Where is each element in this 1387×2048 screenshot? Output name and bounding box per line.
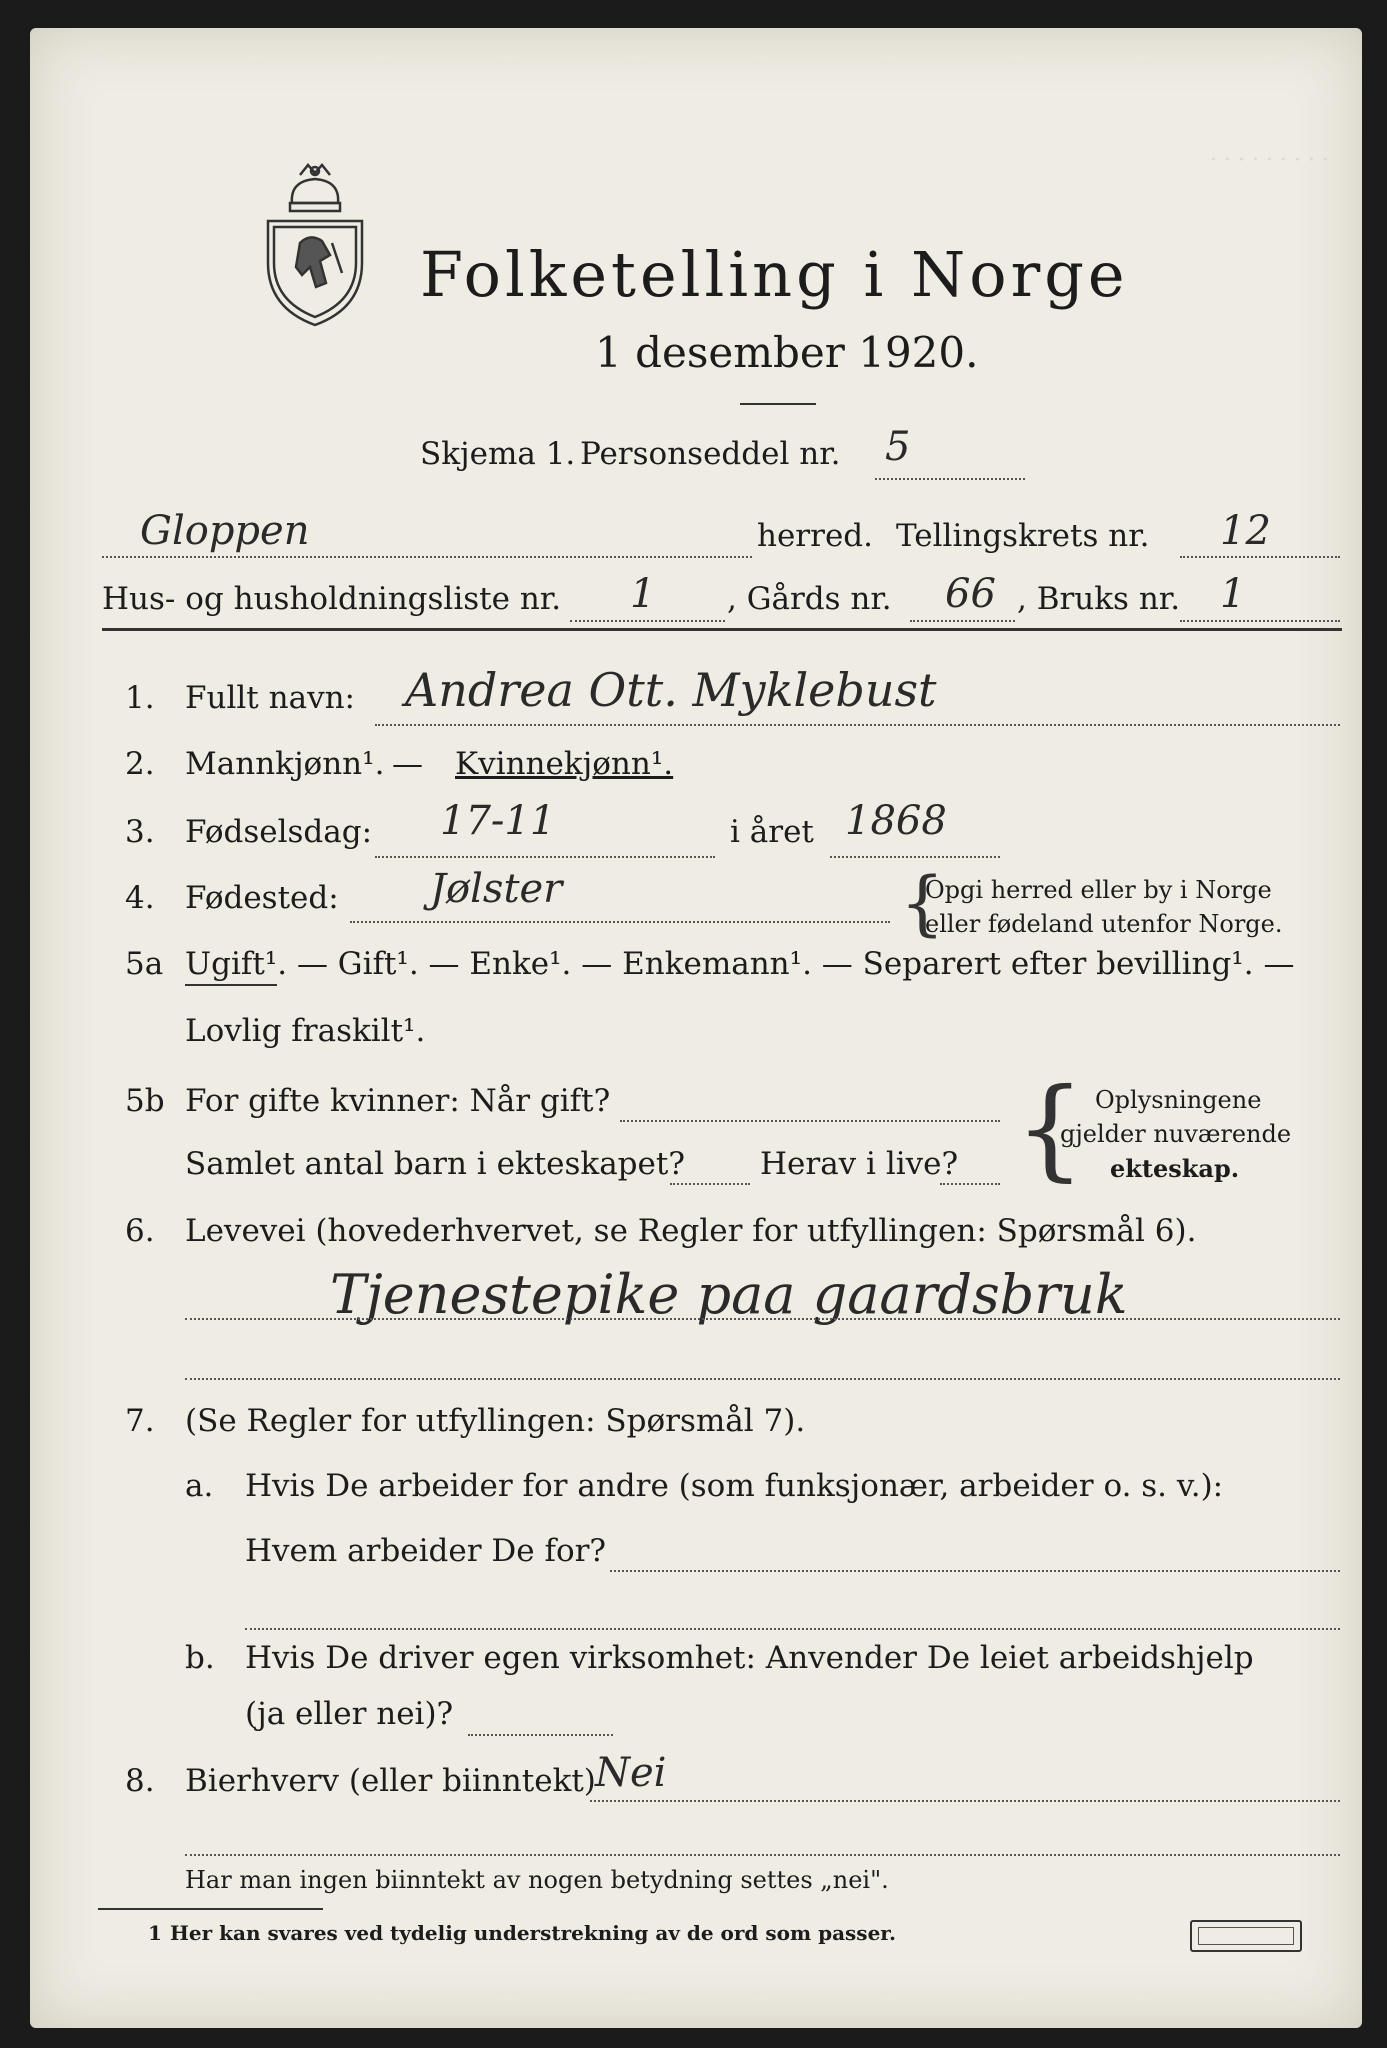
footnote-mark: 1 [148,1921,162,1945]
occupation-line-1 [185,1318,1340,1320]
bruks-value[interactable]: 1 [1220,571,1246,617]
q1-label: Fullt navn: [185,680,355,716]
q7a-letter: a. [185,1468,214,1504]
married-when-line [620,1120,1000,1122]
q8-number: 8. [125,1763,155,1799]
herred-label: herred. [757,518,873,554]
q5b-note-line1: Oplysningene [1095,1086,1262,1114]
children-alive-line [940,1183,1000,1185]
q4-label: Fødested: [185,880,339,916]
gards-line [910,620,1015,622]
tellingskrets-line [1180,556,1340,558]
hus-line [570,620,725,622]
birthdate-line [375,856,715,858]
ugift-underline [185,984,277,986]
q5b-number: 5b [125,1083,165,1119]
q5a-number: 5a [125,946,164,982]
occupation-value[interactable]: Tjenestepike paa gaardsbruk [330,1263,1128,1326]
birth-year-value[interactable]: 1868 [845,798,947,844]
bleed-through-text: · · · · · · · · · [1210,148,1329,173]
q3-label: Fødselsdag: [185,814,373,850]
bruks-line [1180,620,1340,622]
q5b-brace: { [1015,1064,1085,1192]
tellingskrets-value[interactable]: 12 [1220,508,1271,554]
q2-number: 2. [125,746,155,782]
year-label: i året [730,814,814,850]
children-total-label: Samlet antal barn i ekteskapet? [185,1146,685,1182]
q8-label: Bierhverv (eller biinntekt) [185,1763,596,1799]
q4-note-line2: eller fødeland utenfor Norge. [925,910,1283,938]
title-divider [740,403,816,405]
children-alive-label: Herav i live? [760,1146,959,1182]
birthdate-value[interactable]: 17-11 [440,798,556,844]
full-name-line [375,724,1340,726]
q2-separator: — [392,746,423,782]
q4-brace: { [900,862,945,944]
form-date: 1 desember 1920. [595,328,979,377]
q5b-note-line3: ekteskap. [1110,1154,1240,1183]
q7a-line1: Hvis De arbeider for andre (som funksjonær, arbeider o. s. v.): [245,1468,1224,1504]
hus-label: Hus- og husholdningsliste nr. [102,581,562,617]
footnote-rule [98,1908,323,1910]
employer-label: Hvem arbeider De for? [245,1533,607,1569]
children-total-line [670,1183,750,1185]
side-income-line-2 [185,1854,1340,1856]
q6-number: 6. [125,1213,155,1249]
q8-note: Har man ingen biinntekt av nogen betydning settes „nei". [185,1866,889,1894]
census-form-page [30,28,1362,2028]
q7b-letter: b. [185,1640,215,1676]
birthplace-value[interactable]: Jølster [430,866,563,912]
married-when-label: For gifte kvinner: Når gift? [185,1083,611,1119]
employer-line-1[interactable] [610,1570,1340,1572]
side-income-line-1 [590,1800,1340,1802]
birth-year-line [830,856,1000,858]
q1-number: 1. [125,680,155,716]
q7b-line1: Hvis De driver egen virksomhet: Anvender De leiet arbeidshjelp [245,1640,1254,1676]
herred-line [102,556,752,558]
tellingskrets-label: Tellingskrets nr. [896,518,1150,554]
male-option[interactable]: Mannkjønn¹. [185,746,385,782]
birthplace-line [350,921,890,923]
hus-value[interactable]: 1 [630,571,656,617]
occupation-line-2 [185,1378,1340,1380]
gards-value[interactable]: 66 [945,571,996,617]
q3-number: 3. [125,814,155,850]
hired-help-line[interactable] [468,1734,613,1736]
q7-label: (Se Regler for utfyllingen: Spørsmål 7). [185,1403,806,1439]
printer-stamp-inner [1198,1927,1294,1945]
full-name-value[interactable]: Andrea Ott. Myklebust [405,663,937,717]
footnote-text: Her kan svares ved tydelig understrekning av de ord som passer. [170,1921,896,1945]
personseddel-value[interactable]: 5 [885,424,911,470]
personseddel-line [875,478,1025,480]
marital-status-options[interactable]: Ugift¹. — Gift¹. — Enke¹. — Enkemann¹. — Separert efter bevilling¹. — [185,946,1295,982]
q5b-note-line2: gjelder nuværende [1060,1120,1292,1148]
lovlig-fraskilt-option[interactable]: Lovlig fraskilt¹. [185,1013,426,1049]
norwegian-coat-of-arms-icon [260,163,370,328]
gards-label: , Gårds nr. [727,581,892,617]
female-option-underlined[interactable]: Kvinnekjønn¹. [455,746,674,782]
herred-value[interactable]: Gloppen [140,508,310,554]
q4-number: 4. [125,880,155,916]
bruks-label: , Bruks nr. [1017,581,1181,617]
side-income-value[interactable]: Nei [595,1750,667,1796]
personseddel-label: Personseddel nr. [580,436,841,472]
hired-help-label: (ja eller nei)? [245,1696,454,1732]
employer-line-2[interactable] [245,1628,1340,1630]
q4-note-line1: Opgi herred eller by i Norge [925,876,1272,904]
printer-stamp [1190,1920,1302,1952]
q6-label: Levevei (hovederhvervet, se Regler for utfyllingen: Spørsmål 6). [185,1213,1197,1249]
schema-label: Skjema 1. [420,436,576,472]
header-rule [102,628,1342,631]
form-title: Folketelling i Norge [420,238,1129,311]
q7-number: 7. [125,1403,155,1439]
